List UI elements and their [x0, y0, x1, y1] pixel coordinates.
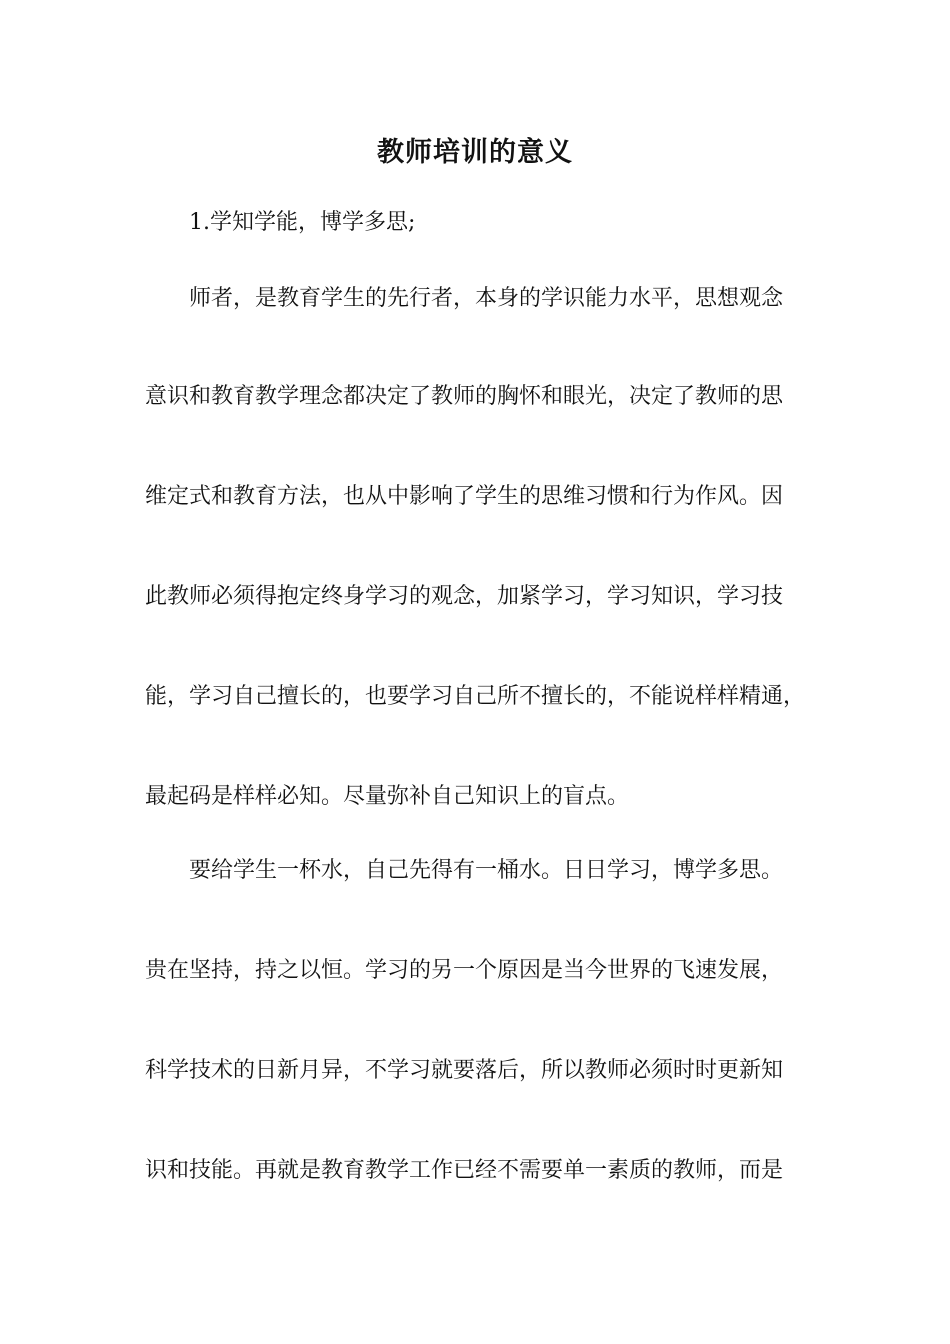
paragraph-line: 最起码是样样必知。尽量弥补自己知识上的盲点。: [145, 784, 630, 809]
paragraph-line: 科学技术的日新月异，不学习就要落后，所以教师必须时时更新知: [145, 1058, 784, 1083]
paragraph-line: 师者，是教育学生的先行者，本身的学识能力水平，思想观念: [189, 286, 784, 311]
paragraph-line: 此教师必须得抱定终身学习的观念，加紧学习，学习知识，学习技: [145, 584, 784, 609]
paragraph-line: 能，学习自己擅长的，也要学习自己所不擅长的，不能说样样精通，: [145, 684, 806, 709]
document-title: 教师培训的意义: [377, 137, 573, 168]
paragraph-line: 贵在坚持，持之以恒。学习的另一个原因是当今世界的飞速发展，: [145, 958, 784, 983]
paragraph-line: 维定式和教育方法，也从中影响了学生的思维习惯和行为作风。因: [145, 484, 784, 509]
paragraph-line: 要给学生一杯水，自己先得有一桶水。日日学习，博学多思。: [189, 858, 784, 883]
paragraph-line: 意识和教育教学理念都决定了教师的胸怀和眼光，决定了教师的思: [145, 384, 784, 409]
paragraph-line: 识和技能。再就是教育教学工作已经不需要单一素质的教师，而是: [145, 1158, 784, 1183]
section-heading: 1.学知学能，博学多思;: [189, 210, 416, 235]
